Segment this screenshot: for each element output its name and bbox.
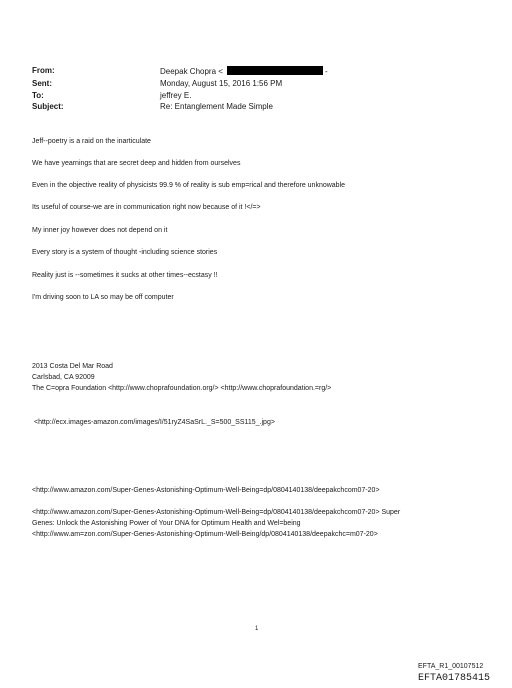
- body-line: Its useful of course-we are in communication right now because of it !</=>: [32, 204, 261, 211]
- amazon-link-3[interactable]: <http://www.am=zon.com/Super-Genes-Astonishing-Optimum-Well-Being/dp/0804140138/deepakchc=m07-20>: [32, 531, 378, 538]
- efta-reference-small: EFTA_R1_00107512: [418, 663, 484, 670]
- body-line: Even in the objective reality of physicists 99.9 % of reality is sub emp=rical and therefore unknowable: [32, 182, 346, 189]
- from-tail: -: [324, 67, 328, 76]
- from-name: Deepak Chopra <: [160, 67, 223, 76]
- to-label: To:: [32, 91, 44, 100]
- page-number: 1: [255, 626, 259, 632]
- signature-foundation-link[interactable]: The C=opra Foundation <http://www.choprafoundation.org/> <http://www.choprafoundation.=rg/>: [32, 385, 332, 392]
- amazon-link-1[interactable]: <http://www.amazon.com/Super-Genes-Astonishing-Optimum-Well-Being=dp/0804140138/deepakchcom07-20>: [32, 487, 380, 494]
- book-title-line: Genes: Unlock the Astonishing Power of Your DNA for Optimum Health and Wel=being: [32, 520, 301, 527]
- signature-address-line2: Carlsbad, CA 92009: [32, 374, 95, 381]
- subject-label: Subject:: [32, 102, 64, 111]
- body-line: Jeff--poetry is a raid on the inarticulate: [32, 138, 151, 145]
- sent-value: Monday, August 15, 2016 1:56 PM: [160, 79, 283, 88]
- sent-label: Sent:: [32, 79, 52, 88]
- body-line: I'm driving soon to LA so may be off computer: [32, 294, 174, 301]
- body-line: Reality just is --sometimes it sucks at other times--ecstasy !!: [32, 272, 218, 279]
- amazon-link-2[interactable]: <http://www.amazon.com/Super-Genes-Astonishing-Optimum-Well-Being=dp/0804140138/deepakchcom07-20> Super: [32, 509, 401, 516]
- to-value: jeffrey E.: [160, 91, 192, 100]
- signature-image-link[interactable]: <http://ecx.images-amazon.com/images/I/51ryZ4SaSrL._S=500_SS115_.jpg>: [34, 419, 275, 426]
- efta-reference-large: EFTA01785415: [418, 673, 491, 684]
- from-label: From:: [32, 66, 55, 75]
- body-line: Every story is a system of thought -including science stories: [32, 249, 218, 256]
- signature-address-line1: 2013 Costa Del Mar Road: [32, 363, 113, 370]
- subject-value: Re: Entanglement Made Simple: [160, 102, 273, 111]
- body-line: My inner joy however does not depend on it: [32, 227, 168, 234]
- body-line: We have yearnings that are secret deep and hidden from ourselves: [32, 160, 241, 167]
- redaction-box: [227, 66, 323, 75]
- from-value: [160, 66, 328, 77]
